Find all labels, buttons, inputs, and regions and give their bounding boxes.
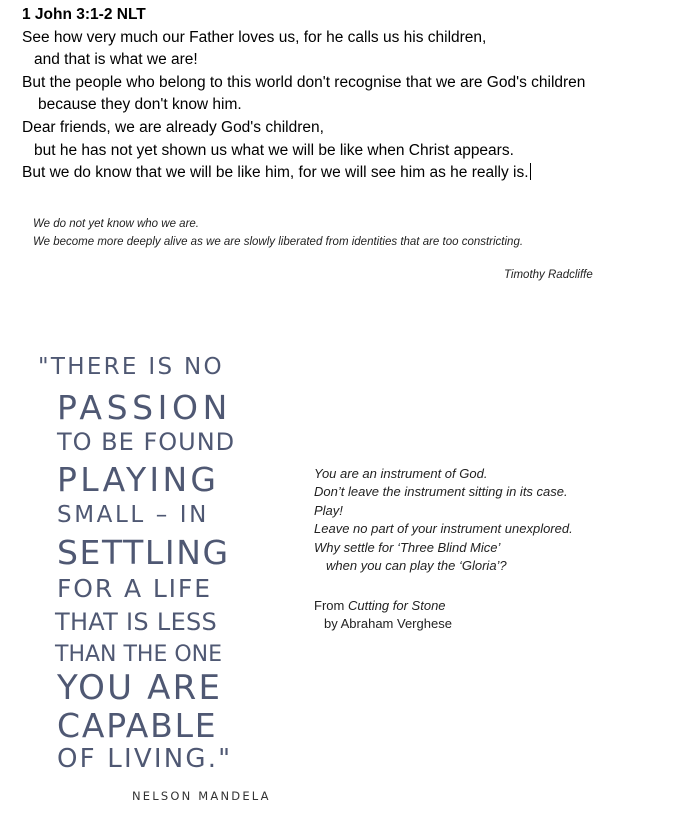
verghese-line: when you can play the ‘Gloria’?	[326, 558, 507, 574]
mandela-line: FOR A LIFE	[57, 574, 212, 603]
mandela-author: NELSON MANDELA	[132, 789, 271, 803]
scripture-line: Dear friends, we are already God's children,	[22, 118, 324, 136]
radcliffe-quote	[33, 215, 523, 251]
mandela-line: THAT IS LESS	[55, 608, 218, 636]
scripture-reference: 1 John 3:1-2 NLT	[22, 6, 146, 23]
radcliffe-author: Timothy Radcliffe	[504, 269, 593, 281]
mandela-line: TO BE FOUND	[57, 428, 236, 456]
verghese-line: You are an instrument of God.	[314, 466, 488, 481]
source-title: Cutting for Stone	[347, 598, 446, 613]
scripture-line: because they don't know him.	[38, 96, 242, 114]
mandela-line: YOU ARE	[57, 668, 223, 708]
mandela-line: OF LIVING."	[57, 744, 233, 774]
scripture-passage	[22, 4, 585, 185]
mandela-line: PASSION	[57, 388, 232, 427]
mandela-line: CAPABLE	[57, 706, 218, 745]
scripture-line: and that is what we are!	[34, 51, 198, 69]
source-author: by Abraham Verghese	[324, 616, 452, 632]
verghese-source-line	[314, 597, 452, 615]
radcliffe-line: We do not yet know who we are.	[33, 218, 199, 230]
mandela-line: SMALL – IN	[57, 502, 209, 528]
radcliffe-line: We become more deeply alive as we are slowly liberated from identities that are too constricting.	[33, 236, 524, 248]
mandela-line: THAN THE ONE	[55, 642, 223, 667]
scripture-line: but he has not yet shown us what we will be like when Christ appears.	[34, 141, 514, 159]
scripture-line-text: But we do know that we will be like him, for we will see him as he really is.	[22, 164, 529, 182]
text-cursor	[530, 163, 531, 180]
source-prefix: From	[314, 598, 345, 613]
verghese-line: Play!	[314, 502, 343, 518]
scripture-line: But the people who belong to this world don't recognise that we are God's children	[22, 73, 586, 91]
verghese-line: Don’t leave the instrument sitting in its case.	[314, 484, 568, 500]
mandela-line: PLAYING	[57, 460, 220, 499]
verghese-source	[314, 597, 452, 634]
mandela-line: SETTLING	[57, 533, 230, 572]
verghese-line: Leave no part of your instrument unexplored.	[314, 521, 573, 537]
verghese-line: Why settle for ‘Three Blind Mice’	[314, 539, 501, 555]
scripture-line: See how very much our Father loves us, for he calls us his children,	[22, 28, 487, 46]
verghese-quote	[314, 465, 573, 575]
mandela-line: "THERE IS NO	[38, 354, 224, 380]
scripture-line-last	[22, 162, 585, 185]
